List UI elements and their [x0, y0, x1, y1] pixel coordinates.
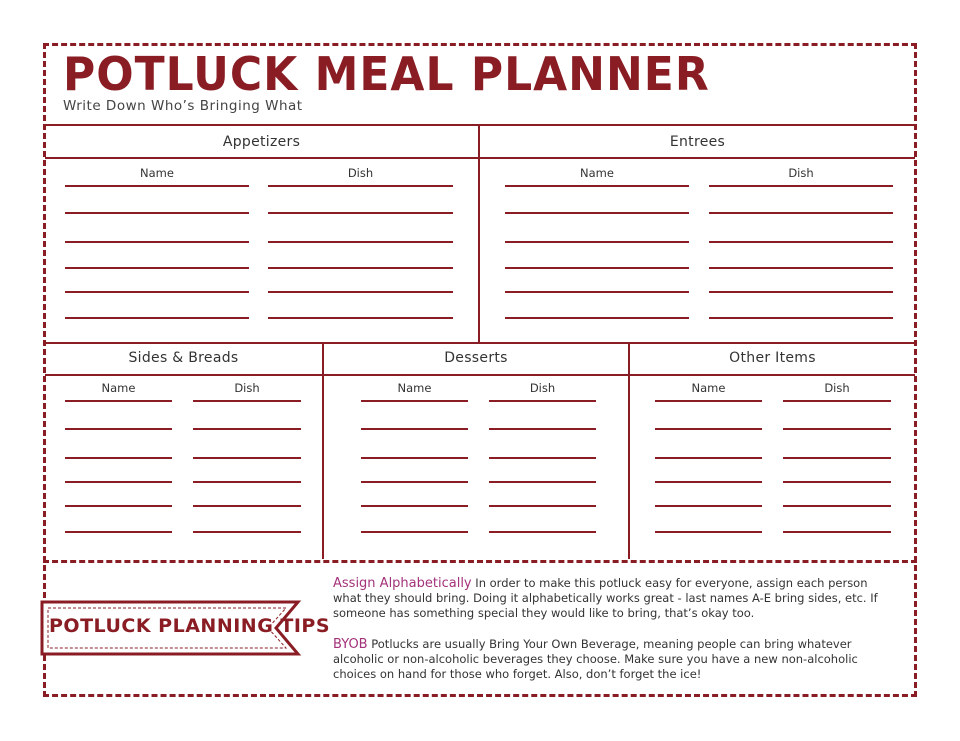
sides-write-line — [65, 505, 172, 507]
bottom-section-title-divider — [45, 374, 915, 376]
appetizers-write-line — [65, 185, 249, 187]
appetizers-dish-header: Dish — [347, 166, 374, 180]
sides-write-line — [65, 428, 172, 430]
other-write-line — [783, 531, 891, 533]
tips-banner-label: POTLUCK PLANNING TIPS — [49, 615, 331, 637]
header-divider — [45, 124, 915, 126]
appetizers-name-header: Name — [140, 166, 174, 180]
other-write-line — [783, 505, 891, 507]
tips-divider — [43, 560, 917, 563]
desserts-write-line — [489, 505, 596, 507]
desserts-dish-header: Dish — [529, 381, 556, 395]
sides-write-line — [65, 531, 172, 533]
desserts-write-line — [361, 400, 468, 402]
other-write-line — [783, 481, 891, 483]
appetizers-write-line — [268, 317, 453, 319]
desserts-write-line — [489, 457, 596, 459]
appetizers-write-line — [65, 291, 249, 293]
entrees-title: Entrees — [669, 134, 726, 150]
entrees-write-line — [709, 317, 893, 319]
sides-title: Sides & Breads — [128, 350, 239, 366]
sides-write-line — [193, 505, 301, 507]
desserts-write-line — [361, 505, 468, 507]
appetizers-write-line — [268, 291, 453, 293]
desserts-other-separator — [628, 342, 630, 559]
entrees-write-line — [505, 267, 689, 269]
tip-assign-body: In order to make this potluck easy for everyone, assign each person what they should bring. Doing it alphabetically works great - last names A-E bring sides, etc. If someone has something special they would like to bring, that’s okay too. — [333, 576, 878, 620]
other-items-title: Other Items — [729, 350, 816, 366]
page-title: POTLUCK MEAL PLANNER — [63, 47, 710, 102]
other-write-line — [655, 428, 762, 430]
desserts-write-line — [361, 481, 468, 483]
sides-write-line — [65, 400, 172, 402]
sides-write-line — [65, 457, 172, 459]
entrees-write-line — [505, 317, 689, 319]
appetizers-write-line — [268, 241, 453, 243]
sides-write-line — [65, 481, 172, 483]
desserts-write-line — [489, 531, 596, 533]
other-write-line — [655, 400, 762, 402]
appetizers-write-line — [65, 241, 249, 243]
entrees-write-line — [709, 291, 893, 293]
other-write-line — [655, 481, 762, 483]
other-write-line — [655, 457, 762, 459]
top-section-title-divider — [45, 157, 915, 159]
entrees-write-line — [709, 185, 893, 187]
appetizers-write-line — [268, 212, 453, 214]
entrees-write-line — [505, 241, 689, 243]
sides-dish-header: Dish — [234, 381, 260, 395]
other-write-line — [783, 428, 891, 430]
tip-byob-body: Potlucks are usually Bring Your Own Beverage, meaning people can bring whatever alcoholic or non-alcoholic beverages they choose. Make sure you have a new non-alcoholic choices on hand for those who forget. Also, don’t forget the ice! — [333, 637, 858, 681]
desserts-write-line — [361, 457, 468, 459]
page-subtitle: Write Down Who’s Bringing What — [63, 98, 303, 114]
sides-desserts-separator — [322, 342, 324, 559]
other-write-line — [783, 457, 891, 459]
desserts-write-line — [489, 481, 596, 483]
appetizers-title: Appetizers — [222, 134, 301, 150]
desserts-write-line — [489, 428, 596, 430]
other-write-line — [783, 400, 891, 402]
entrees-write-line — [505, 185, 689, 187]
appetizers-write-line — [65, 267, 249, 269]
appetizers-write-line — [65, 317, 249, 319]
sides-write-line — [193, 428, 301, 430]
tip-assign-lead: Assign Alphabetically — [333, 576, 472, 591]
entrees-write-line — [505, 291, 689, 293]
desserts-title: Desserts — [444, 350, 508, 366]
appetizers-write-line — [268, 185, 453, 187]
entrees-write-line — [709, 267, 893, 269]
entrees-name-header: Name — [580, 166, 614, 180]
other-write-line — [655, 531, 762, 533]
sides-name-header: Name — [101, 381, 136, 395]
other-dish-header: Dish — [824, 381, 850, 395]
entrees-write-line — [505, 212, 689, 214]
sides-write-line — [193, 481, 301, 483]
desserts-write-line — [361, 531, 468, 533]
other-write-line — [655, 505, 762, 507]
tip-byob-lead: BYOB — [333, 637, 368, 652]
sides-write-line — [193, 531, 301, 533]
top-sections-separator — [478, 124, 480, 342]
sides-write-line — [193, 400, 301, 402]
desserts-write-line — [489, 400, 596, 402]
entrees-dish-header: Dish — [788, 166, 814, 180]
desserts-write-line — [361, 428, 468, 430]
middle-divider — [45, 342, 915, 344]
sides-write-line — [193, 457, 301, 459]
entrees-write-line — [709, 241, 893, 243]
tip-byob — [333, 637, 893, 682]
desserts-name-header: Name — [397, 381, 432, 395]
entrees-write-line — [709, 212, 893, 214]
other-name-header: Name — [691, 381, 726, 395]
appetizers-write-line — [268, 267, 453, 269]
tip-assign-alphabetically — [333, 576, 893, 621]
appetizers-write-line — [65, 212, 249, 214]
